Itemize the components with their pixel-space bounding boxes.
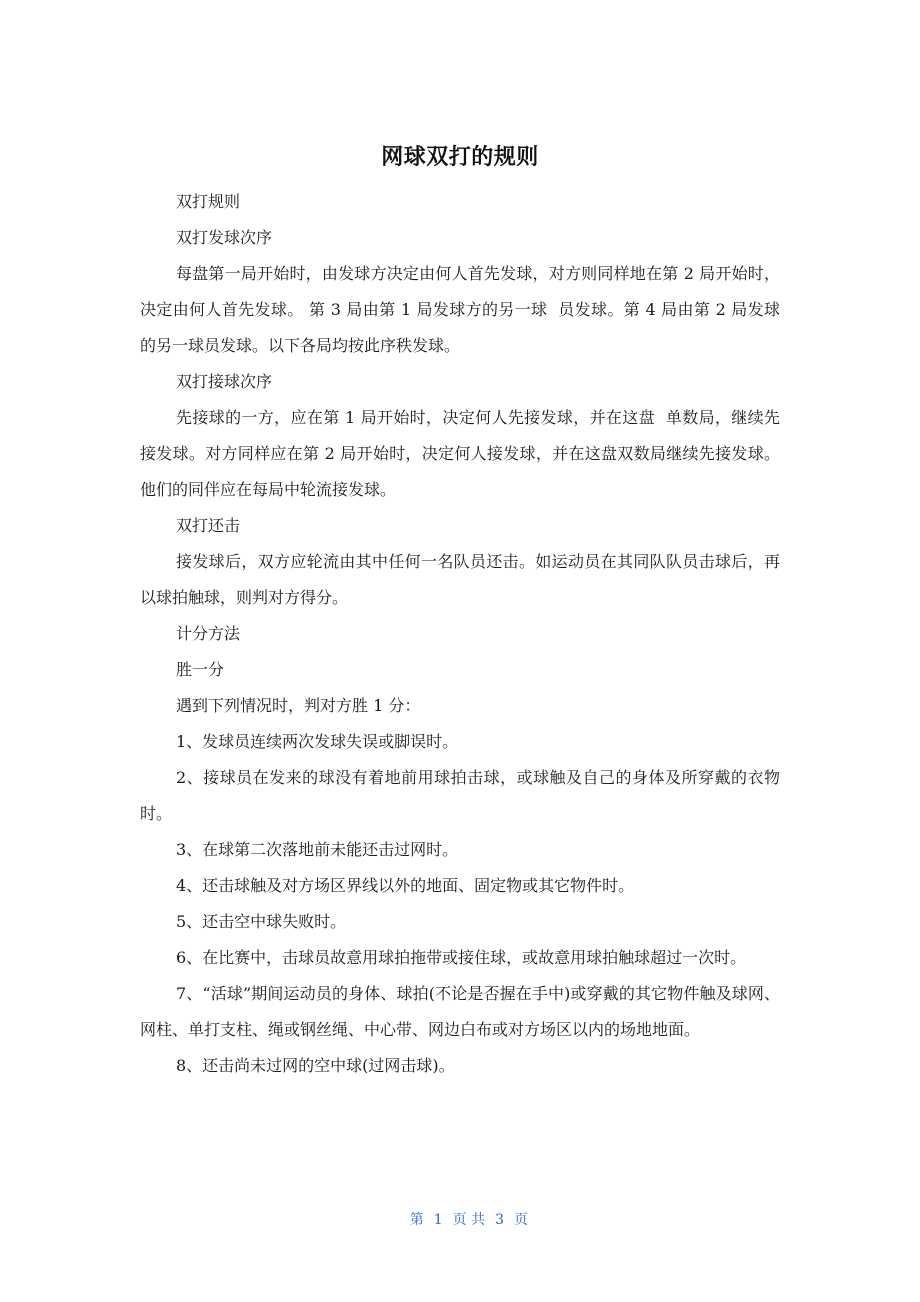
page-footer (0, 1187, 920, 1253)
list-item: 1、发球员连续两次发球失误或脚误时。 (176, 732, 459, 751)
footer-page-total: 3 (495, 1212, 505, 1228)
section-heading-return: 双打还击 (176, 516, 241, 535)
section-heading-win-point: 胜一分 (176, 660, 225, 679)
page-title: 网球双打的规则 (381, 145, 539, 170)
footer-page-middle: 页 共 (452, 1212, 486, 1228)
list-item: 2、接球员在发来的球没有着地前用球拍击球，或球触及自己的身体及所穿戴的衣物时。 (140, 768, 780, 823)
section-heading-receiving-order: 双打接球次序 (176, 372, 273, 391)
list-item: 6、在比赛中，击球员故意用球拍拖带或接住球，或故意用球拍触球超过一次时。 (176, 948, 747, 967)
footer-page-number: 1 (433, 1212, 443, 1228)
paragraph-serving-order: 每盘第一局开始时，由发球方决定由何人首先发球，对方则同样地在第 2 局开始时，决定由何人首先发球。 第 3 局由第 1 局发球方的另一球 员发球。第 4 局由第 2 局发球的另一球员发球。以下各局均按此序秩发球。 (140, 264, 780, 355)
list-item: 7、“活球”期间运动员的身体、球拍(不论是否握在手中)或穿戴的其它物件触及球网、网柱、单打支柱、绳或钢丝绳、中心带、网边白布或对方场区以内的场地地面。 (140, 984, 780, 1039)
list-item: 4、还击球触及对方场区界线以外的地面、固定物或其它物件时。 (176, 876, 635, 895)
paragraph-intro-conditions: 遇到下列情况时，判对方胜 1 分： (176, 696, 421, 715)
section-heading-scoring: 计分方法 (176, 624, 241, 643)
section-heading-doubles-rules: 双打规则 (176, 192, 241, 211)
footer-page-suffix: 页 (514, 1212, 529, 1228)
list-item: 8、还击尚未过网的空中球(过网击球)。 (176, 1056, 455, 1075)
footer-page-prefix: 第 (409, 1212, 424, 1228)
list-item: 3、在球第二次落地前未能还击过网时。 (176, 840, 459, 859)
section-heading-serving-order: 双打发球次序 (176, 228, 273, 247)
paragraph-receiving-order: 先接球的一方，应在第 1 局开始时，决定何人先接发球，并在这盘 单数局，继续先接发球。对方同样应在第 2 局开始时，决定何人接发球，并在这盘双数局继续先接发球。他们的同伴应在每局中轮流接发球。 (140, 408, 780, 499)
list-item: 5、还击空中球失败时。 (176, 912, 347, 931)
document-body (140, 184, 780, 1084)
paragraph-return: 接发球后，双方应轮流由其中任何一名队员还击。如运动员在其同队队员击球后，再以球拍触球，则判对方得分。 (140, 552, 780, 607)
